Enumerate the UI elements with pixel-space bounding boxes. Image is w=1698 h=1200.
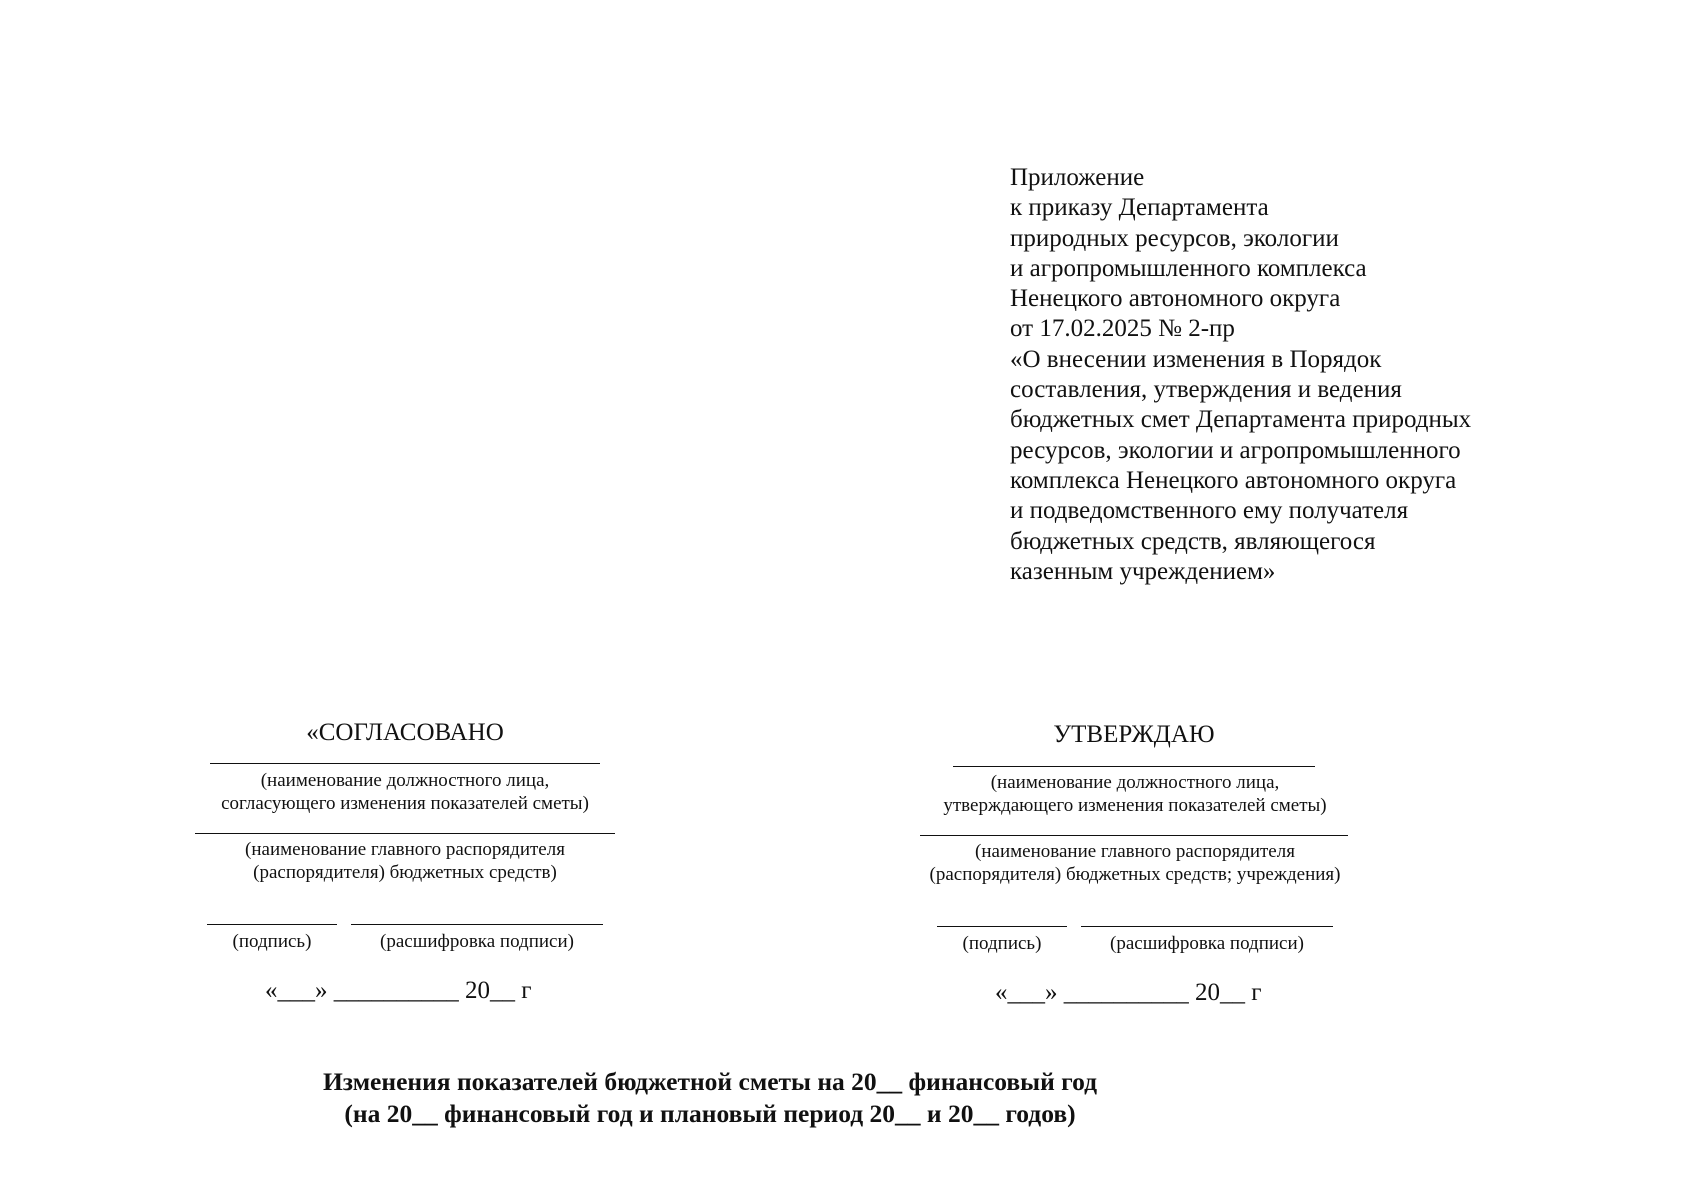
agreed-manager-caption-1: (наименование главного распорядителя <box>245 839 565 860</box>
approved-signature-line <box>937 926 1067 927</box>
agreed-official-caption-2: согласующего изменения показателей сметы) <box>221 793 589 814</box>
agreed-signature-line <box>207 924 337 925</box>
approved-decoding-caption: (расшифровка подписи) <box>1110 933 1304 954</box>
approved-signature-caption: (подпись) <box>962 933 1042 954</box>
agreed-official-caption-1: (наименование должностного лица, <box>260 770 550 791</box>
appendix-line: от 17.02.2025 № 2-пр <box>1010 315 1235 343</box>
approved-decoding-line <box>1081 926 1333 927</box>
approved-manager-line <box>920 835 1348 836</box>
appendix-line: комплекса Ненецкого автономного округа <box>1010 466 1457 494</box>
agreed-official-line <box>210 763 600 764</box>
appendix-line: Ненецкого автономного округа <box>1010 285 1341 313</box>
appendix-line: Приложение <box>1010 164 1145 191</box>
approved-manager-caption-1: (наименование главного распорядителя <box>975 841 1295 862</box>
agreed-manager-line <box>195 833 615 834</box>
agreed-decoding-line <box>351 924 603 925</box>
appendix-line: к приказу Департамента <box>1010 194 1269 222</box>
appendix-line: бюджетных смет Департамента природных <box>1010 406 1472 434</box>
document-title-line-1: Изменения показателей бюджетной сметы на 20__ финансовый год <box>322 1067 1098 1096</box>
approved-official-caption-2: утверждающего изменения показателей сметы) <box>943 795 1327 816</box>
appendix-line: природных ресурсов, экологии <box>1010 224 1339 252</box>
approved-heading: УТВЕРЖДАЮ <box>1053 721 1215 748</box>
approved-official-caption-1: (наименование должностного лица, <box>990 772 1280 793</box>
approved-official-line <box>953 766 1315 767</box>
approved-date-line: «___» __________ 20__ г <box>995 979 1262 1006</box>
approved-manager-caption-2: (распорядителя) бюджетных средств; учреждения) <box>929 864 1341 885</box>
appendix-line: и агропромышленного комплекса <box>1010 254 1367 282</box>
agreed-date-line: «___» __________ 20__ г <box>265 977 532 1004</box>
agreed-signature-caption: (подпись) <box>232 931 312 952</box>
appendix-header <box>1010 163 1570 587</box>
agreed-decoding-caption: (расшифровка подписи) <box>380 931 574 952</box>
agreed-manager-caption-2: (распорядителя) бюджетных средств) <box>253 862 557 883</box>
agreed-heading: «СОГЛАСОВАНО <box>306 719 504 746</box>
appendix-line: бюджетных средств, являющегося <box>1010 527 1376 555</box>
appendix-line: и подведомственного ему получателя <box>1010 497 1409 525</box>
appendix-line: казенным учреждением» <box>1010 557 1276 585</box>
appendix-line: ресурсов, экологии и агропромышленного <box>1010 436 1461 464</box>
appendix-line: составления, утверждения и ведения <box>1010 376 1402 404</box>
appendix-line: «О внесении изменения в Порядок <box>1010 345 1382 373</box>
document-title-line-2: (на 20__ финансовый год и плановый период 20__ и 20__ годов) <box>344 1099 1076 1128</box>
